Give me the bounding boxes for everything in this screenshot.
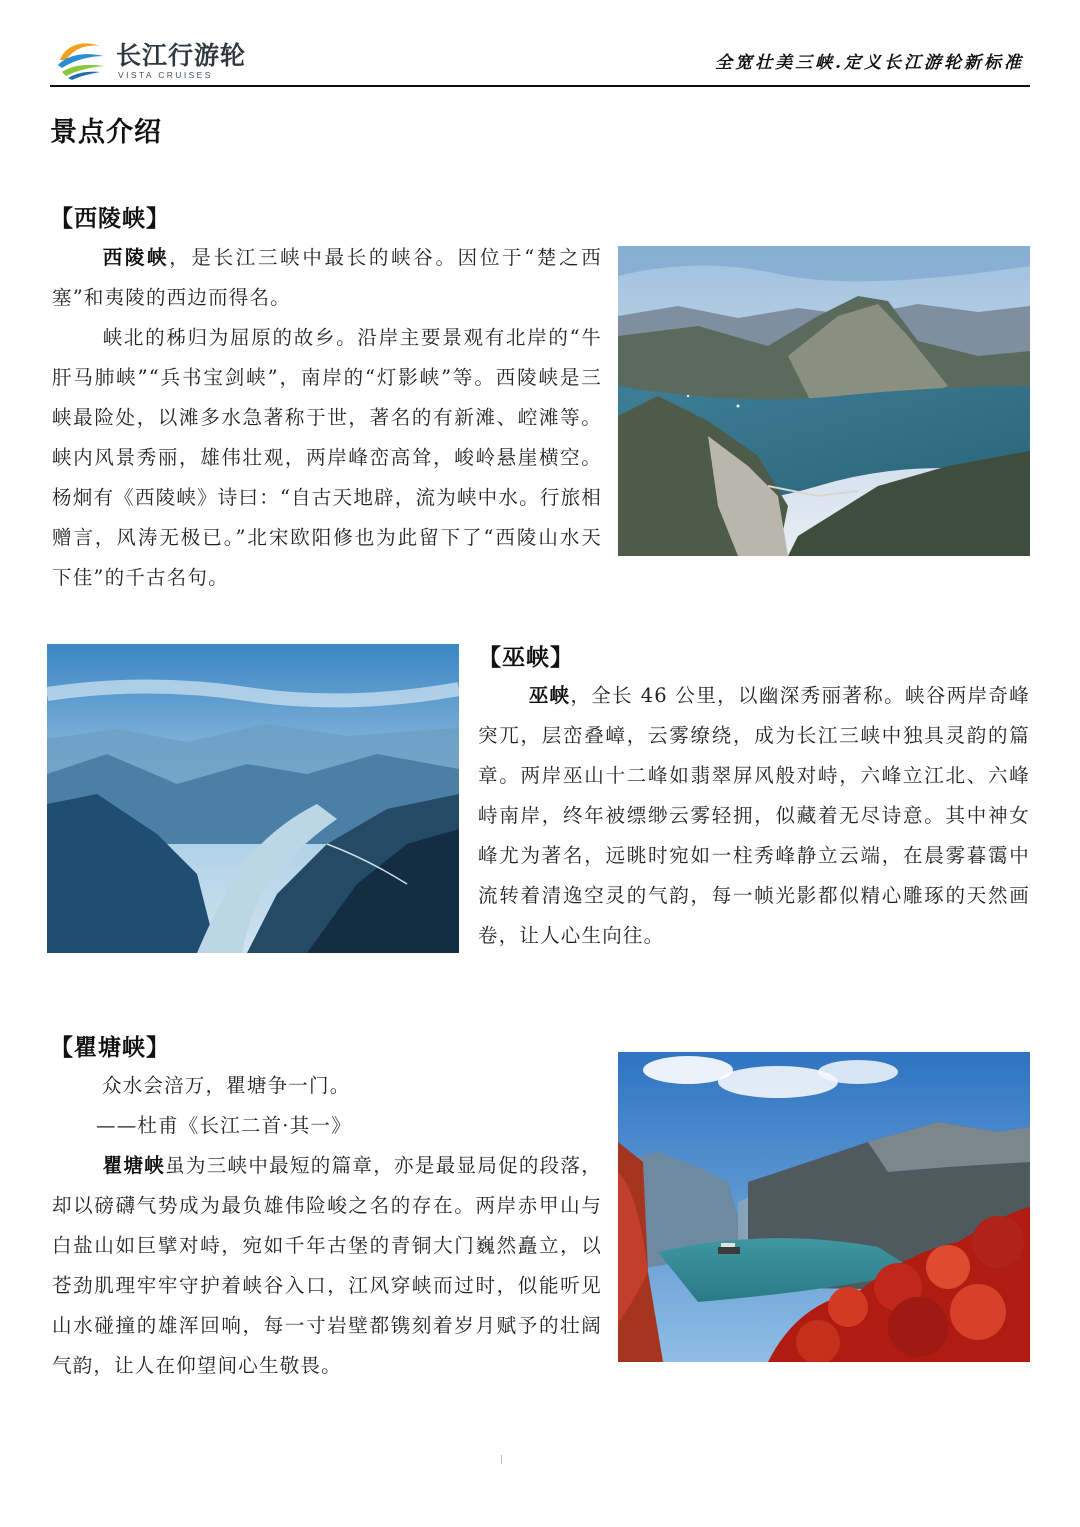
section-body-wu: [478, 676, 1030, 956]
paragraph: [52, 238, 602, 318]
paragraph-lead: 西陵峡: [102, 246, 170, 269]
section-title-qutang: 【瞿塘峡】: [50, 1035, 170, 1061]
section-title-xiling: 【西陵峡】: [50, 206, 170, 232]
page-title: 景点介绍: [50, 117, 162, 148]
xiling-gorge-photo: [618, 246, 1030, 556]
section-title-wu: 【巫峡】: [478, 645, 574, 671]
paragraph: [52, 1146, 602, 1386]
poem-quote: 众水会涪万，瞿塘争一门。: [102, 1074, 351, 1097]
paragraph-text: 峡北的秭归为屈原的故乡。沿岸主要景观有北岸的“牛肝马肺峡”“兵书宝剑峡”，南岸的“灯影峡”等。西陵峡是三峡最险处，以滩多水急著称于世，著名的有新滩、崆滩等。峡内风景秀丽，雄伟壮观，两岸峰峦高耸，峻岭悬崖横空。杨炯有《西陵峡》诗曰：“自古天地辟，流为峡中水。行旅相赠言，风涛无极已。”北宋欧阳修也为此留下了“西陵山水天下佳”的千古名句。: [52, 326, 602, 589]
paragraph-text: 虽为三峡中最短的篇章，亦是最显局促的段落，却以磅礴气势成为最负雄伟险峻之名的存在。两岸赤甲山与白盐山如巨擘对峙，宛如千年古堡的青铜大门巍然矗立，以苍劲肌理牢牢守护着峡谷入口，江风穿峡而过时，似能听见山水碰撞的雄浑回响，每一寸岩壁都镌刻着岁月赋予的壮阔气韵，让人在仰望间心生敬畏。: [52, 1154, 602, 1377]
brand-name-en: VISTA CRUISES: [118, 70, 213, 80]
poem-source: ——杜甫《长江二首·其一》: [96, 1114, 352, 1137]
paragraph: [52, 318, 602, 598]
wu-gorge-photo: [47, 644, 459, 953]
page-header: [50, 30, 1030, 86]
paragraph-text: ，是长江三峡中最长的峡谷。因位于“楚之西塞”和夷陵的西边而得名。: [52, 246, 602, 309]
brand-name-cn: 长江行游轮: [116, 41, 247, 70]
paragraph-lead: 瞿塘峡: [102, 1154, 166, 1177]
section-body-qutang: [52, 1146, 602, 1386]
qutang-gorge-photo: [618, 1052, 1030, 1362]
cruise-wave-icon: [54, 38, 106, 80]
header-slogan: 全宽壮美三峡.定义长江游轮新标准: [715, 53, 1024, 73]
paragraph: [478, 676, 1030, 956]
paragraph-lead: 巫峡: [528, 684, 571, 707]
paragraph-text: ，全长 46 公里，以幽深秀丽著称。峡谷两岸奇峰突兀，层峦叠嶂，云雾缭绕，成为长江三峡中独具灵韵的篇章。两岸巫山十二峰如翡翠屏风般对峙，六峰立江北、六峰峙南岸，终年被缥缈云雾轻拥，似藏着无尽诗意。其中神女峰尤为著名，远眺时宛如一柱秀峰静立云端，在晨雾暮霭中流转着清逸空灵的气韵，每一帧光影都似精心雕琢的天然画卷，让人心生向往。: [478, 684, 1030, 947]
header-divider: [50, 85, 1030, 87]
page-number-mark: [501, 1455, 502, 1464]
brand-logo: [54, 36, 247, 84]
section-body-xiling: [52, 238, 602, 598]
